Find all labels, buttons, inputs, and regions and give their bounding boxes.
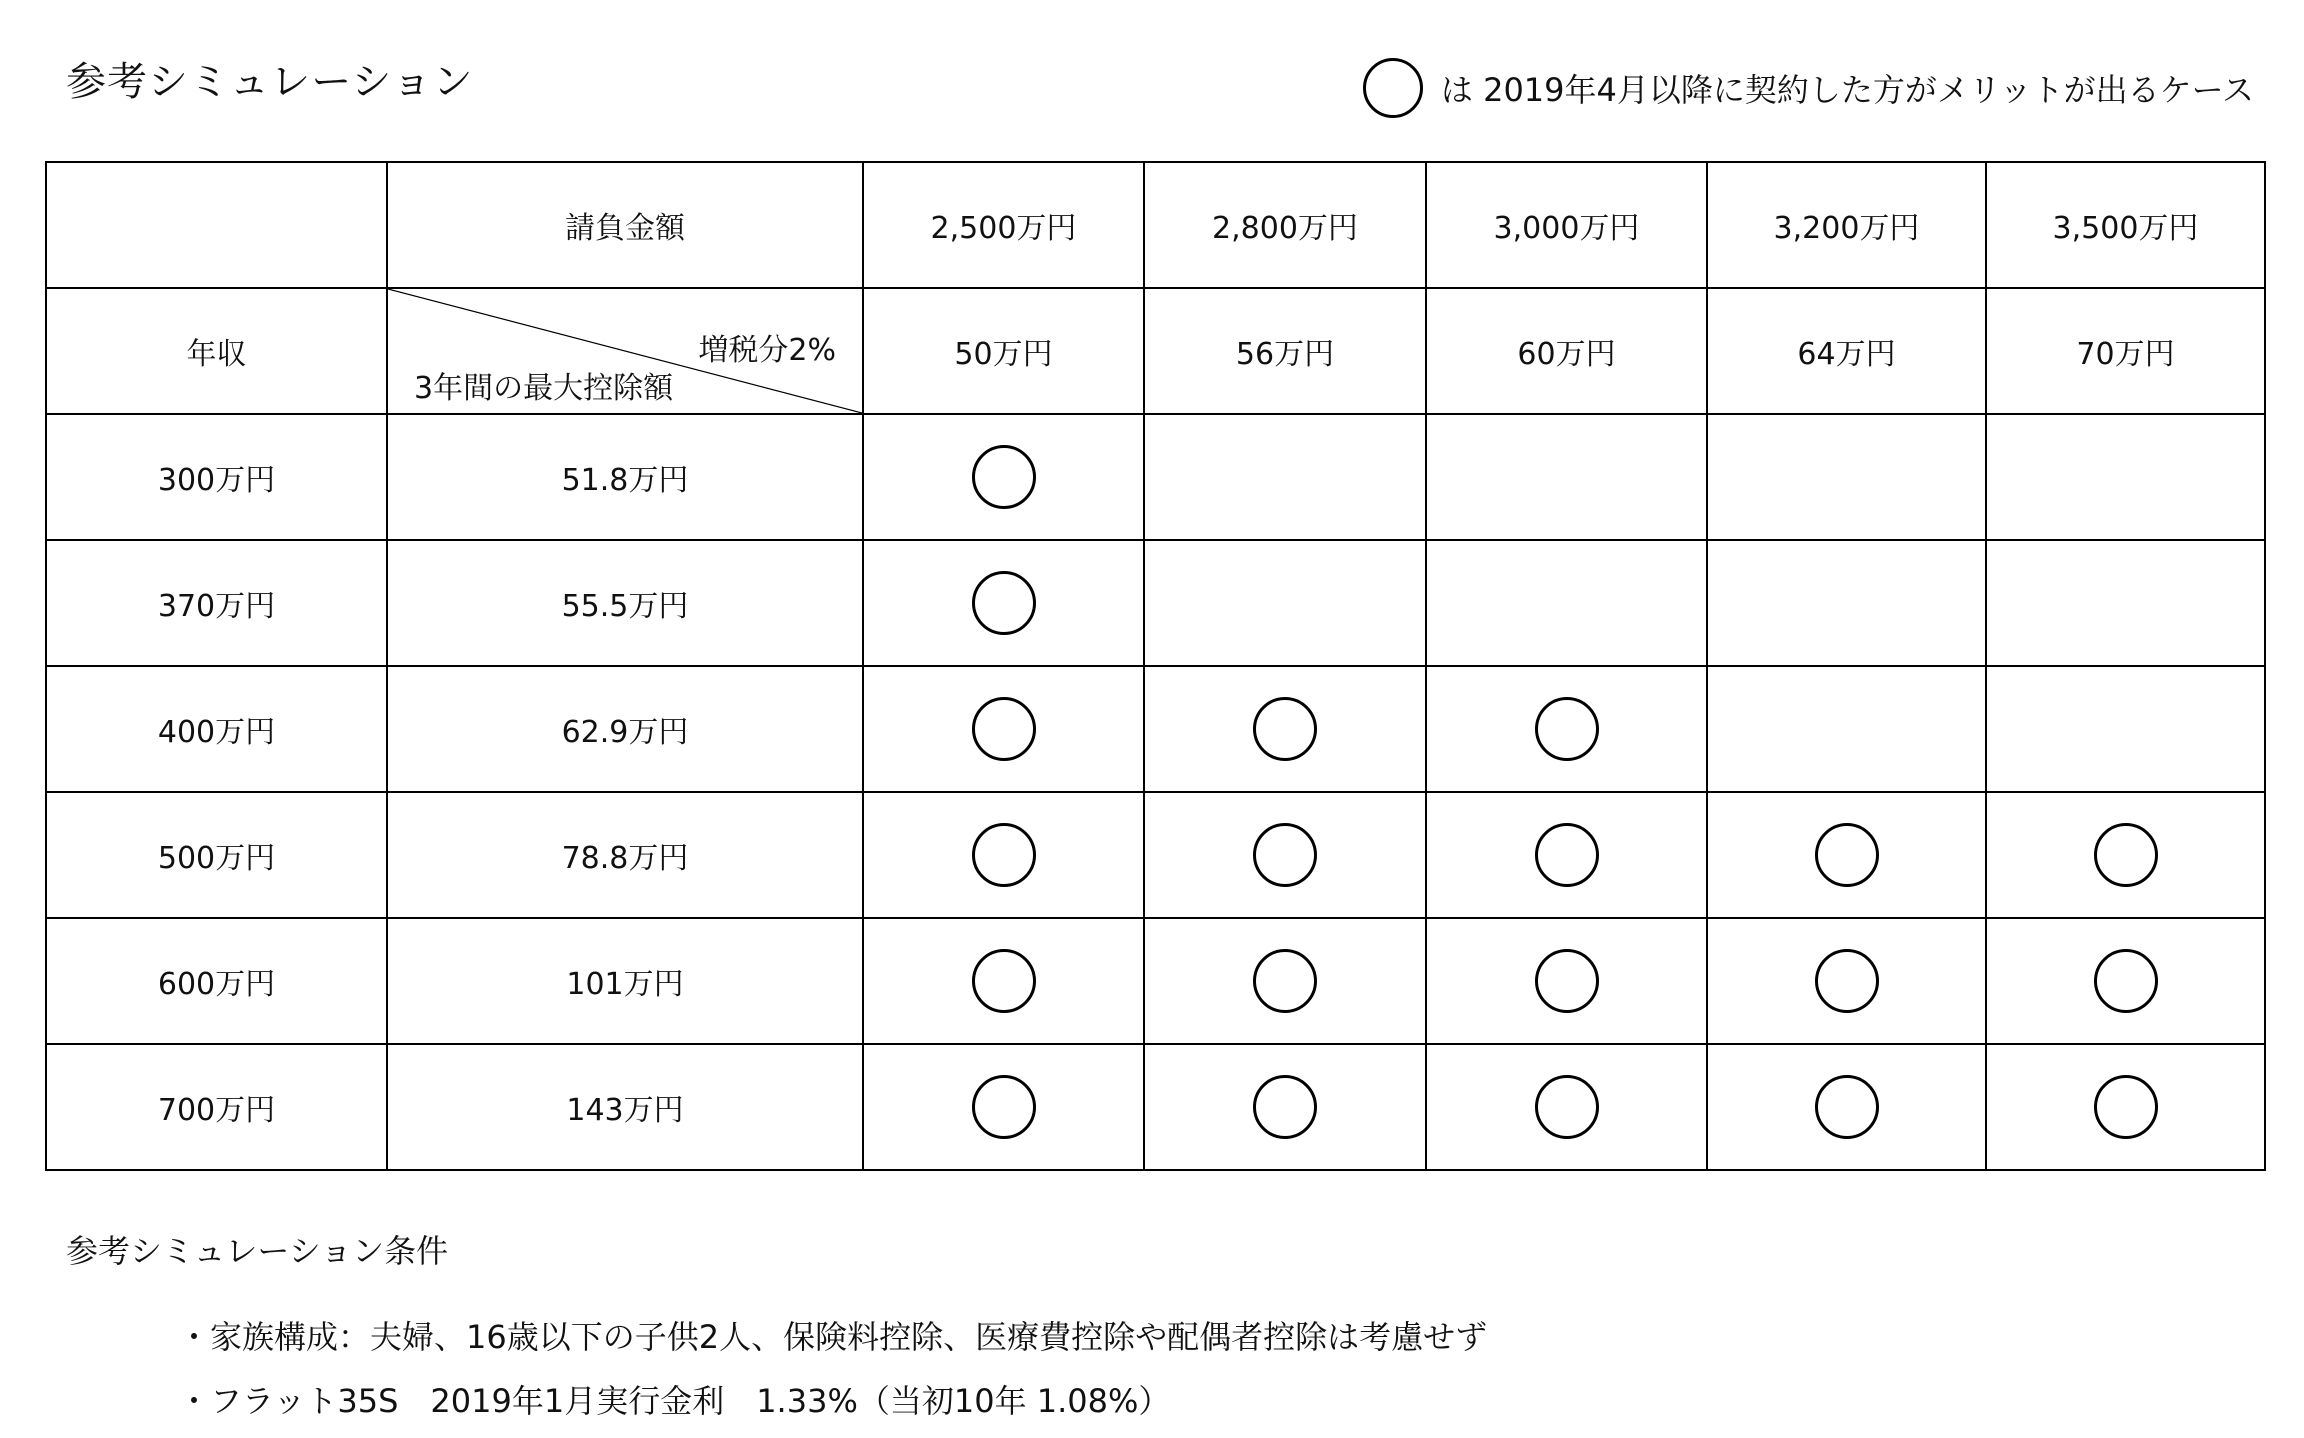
legend-text: は 2019年4月以降に契約した方がメリットが出るケース xyxy=(1440,71,2254,109)
deduction-cell: 101万円 xyxy=(387,918,863,1044)
income-cell: 500万円 xyxy=(46,792,387,918)
mark-cell xyxy=(1426,540,1707,666)
mark-cell xyxy=(863,1044,1144,1170)
income-cell: 300万円 xyxy=(46,414,387,540)
circle-icon xyxy=(972,571,1036,635)
max-deduction-label: 3年間の最大控除額 xyxy=(414,371,674,406)
table-row xyxy=(46,666,2265,792)
income-label: 年収 xyxy=(46,288,387,414)
empty-header-cell xyxy=(46,162,387,288)
table-row xyxy=(46,414,2265,540)
mark-cell xyxy=(1144,792,1426,918)
mark-cell xyxy=(1986,540,2265,666)
conditions-title: 参考シミュレーション条件 xyxy=(66,1232,449,1270)
mark-cell xyxy=(1986,792,2265,918)
mark-cell xyxy=(1144,666,1426,792)
circle-icon xyxy=(1815,1075,1879,1139)
mark-cell xyxy=(863,918,1144,1044)
table-row xyxy=(46,540,2265,666)
tax-increase-cell: 60万円 xyxy=(1426,288,1707,414)
mark-cell xyxy=(863,540,1144,666)
table-row xyxy=(46,1044,2265,1170)
tax-increase-cell: 64万円 xyxy=(1707,288,1986,414)
circle-icon xyxy=(972,823,1036,887)
mark-cell xyxy=(1986,666,2265,792)
contract-amount-label: 請負金額 xyxy=(387,162,863,288)
circle-icon xyxy=(972,1075,1036,1139)
legend xyxy=(1363,58,2254,118)
price-cell: 3,500万円 xyxy=(1986,162,2265,288)
mark-cell xyxy=(1144,1044,1426,1170)
header-row xyxy=(46,162,2265,288)
mark-cell xyxy=(1426,414,1707,540)
mark-cell xyxy=(1986,414,2265,540)
circle-icon xyxy=(972,697,1036,761)
deduction-cell: 143万円 xyxy=(387,1044,863,1170)
mark-cell xyxy=(1986,918,2265,1044)
mark-cell xyxy=(1426,918,1707,1044)
deduction-cell: 62.9万円 xyxy=(387,666,863,792)
deduction-cell: 55.5万円 xyxy=(387,540,863,666)
mark-cell xyxy=(1707,540,1986,666)
circle-icon xyxy=(1535,949,1599,1013)
price-cell: 3,000万円 xyxy=(1426,162,1707,288)
price-cell: 3,200万円 xyxy=(1707,162,1986,288)
circle-icon xyxy=(1253,1075,1317,1139)
mark-cell xyxy=(1707,1044,1986,1170)
income-cell: 700万円 xyxy=(46,1044,387,1170)
mark-cell xyxy=(1707,792,1986,918)
circle-icon xyxy=(1363,58,1423,118)
income-cell: 370万円 xyxy=(46,540,387,666)
deduction-cell: 78.8万円 xyxy=(387,792,863,918)
condition-item-family: ・家族構成：夫婦、16歳以下の子供2人、保険料控除、医療費控除や配偶者控除は考慮せず xyxy=(178,1318,1488,1356)
circle-icon xyxy=(1815,949,1879,1013)
mark-cell xyxy=(1144,540,1426,666)
mark-cell xyxy=(863,414,1144,540)
mark-cell xyxy=(1144,414,1426,540)
circle-icon xyxy=(1253,697,1317,761)
circle-icon xyxy=(1535,1075,1599,1139)
mark-cell xyxy=(863,666,1144,792)
circle-icon xyxy=(2094,823,2158,887)
mark-cell xyxy=(1144,918,1426,1044)
table-row xyxy=(46,792,2265,918)
mark-cell xyxy=(1707,666,1986,792)
circle-icon xyxy=(1535,697,1599,761)
income-cell: 600万円 xyxy=(46,918,387,1044)
circle-icon xyxy=(1535,823,1599,887)
tax-increase-label: 増税分2% xyxy=(698,333,836,368)
table-row xyxy=(46,918,2265,1044)
tax-increase-cell: 56万円 xyxy=(1144,288,1426,414)
mark-cell xyxy=(1707,918,1986,1044)
subheader-row xyxy=(46,288,2265,414)
simulation-table xyxy=(45,161,2266,1171)
condition-item-rate: ・フラット35S 2019年1月実行金利 1.33%（当初10年 1.08%） xyxy=(178,1382,1171,1420)
circle-icon xyxy=(972,949,1036,1013)
tax-increase-cell: 50万円 xyxy=(863,288,1144,414)
circle-icon xyxy=(2094,949,2158,1013)
mark-cell xyxy=(1707,414,1986,540)
tax-increase-cell: 70万円 xyxy=(1986,288,2265,414)
circle-icon xyxy=(1815,823,1879,887)
circle-icon xyxy=(972,445,1036,509)
diagonal-header-cell xyxy=(387,288,863,414)
circle-icon xyxy=(2094,1075,2158,1139)
mark-cell xyxy=(1986,1044,2265,1170)
circle-icon xyxy=(1253,823,1317,887)
price-cell: 2,500万円 xyxy=(863,162,1144,288)
mark-cell xyxy=(863,792,1144,918)
circle-icon xyxy=(1253,949,1317,1013)
page-title: 参考シミュレーション xyxy=(66,59,474,105)
mark-cell xyxy=(1426,666,1707,792)
mark-cell xyxy=(1426,792,1707,918)
income-cell: 400万円 xyxy=(46,666,387,792)
deduction-cell: 51.8万円 xyxy=(387,414,863,540)
mark-cell xyxy=(1426,1044,1707,1170)
price-cell: 2,800万円 xyxy=(1144,162,1426,288)
